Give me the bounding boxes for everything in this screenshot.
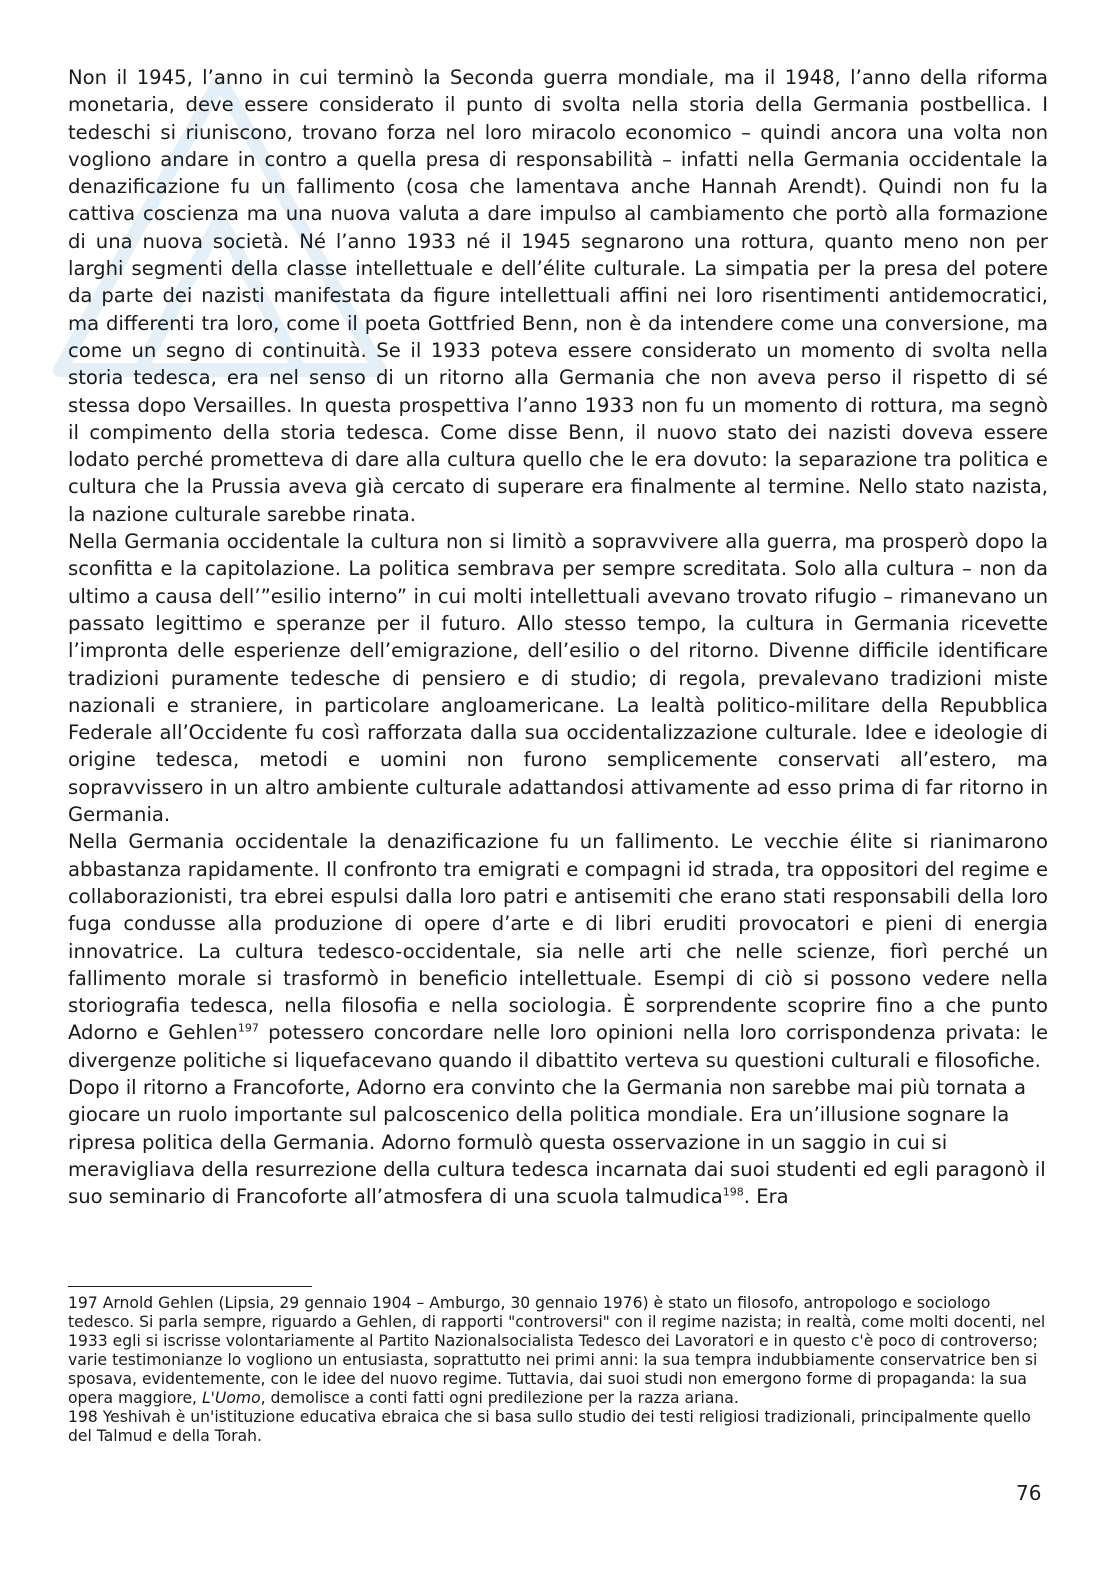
- page-number: 76: [1016, 1481, 1042, 1505]
- footnote-197-end: , demolisce a conti fatti ogni predilezione per la razza ariana.: [260, 1389, 739, 1407]
- paragraph-3-text-a: Nella Germania occidentale la denazificazione fu un fallimento. Le vecchie élite si rianimarono abbastanza rapidamente. Il confronto tra emigrati e compagni id strada, tra oppositori del regime e collaborazionisti, tra ebrei espulsi dalla loro patri e antisemiti che erano stati responsabili della loro fuga condusse alla produzione di opere d’arte e di libri eruditi provocatori e pieni di energia innovatrice. La cultura tedesco-occidentale, sia nelle arti che nelle scienze, fiorì perché un fallimento morale si trasformò in beneficio intellettuale. Esempi di ciò si possono vedere nella storiografia tedesca, nella filosofia e nella sociologia. È sorprendente scoprire fino a che punto Adorno e Gehlen: [68, 830, 1048, 1045]
- footnote-197: [68, 1294, 1048, 1408]
- paragraph-4-text-b: . Era: [743, 1185, 789, 1209]
- footnote-separator: [68, 1286, 312, 1287]
- footnotes: [68, 1294, 1048, 1446]
- footnote-ref-198[interactable]: 198: [722, 1185, 744, 1199]
- footnote-197-book-title: L'Uomo: [201, 1389, 261, 1407]
- footnote-198: 198 Yeshivah è un'istituzione educativa ebraica che si basa sullo studio dei testi religiosi tradizionali, principalmente quello del Talmud e della Torah.: [68, 1408, 1031, 1445]
- svg-text:​: ​: [50, 320, 149, 438]
- paragraph-3-text-b: potessero concordare nelle loro opinioni nella loro corrispondenza privata: le divergenze politiche si liquefacevano quando il dibattito verteva su questioni culturali e filosofiche.: [68, 1021, 1049, 1072]
- paragraph-3: [68, 828, 1048, 1074]
- footnote-197-text: 197 Arnold Gehlen (Lipsia, 29 gennaio 1904 – Amburgo, 30 gennaio 1976) è stato un filosofo, antropologo e sociologo tedesco. Si parla sempre, riguardo a Gehlen, di rapporti "controversi" con il regime nazista; in realtà, come molti docenti, nel 1933 egli si iscrisse volontariamente al Partito Nazionalsocialista Tedesco dei Lavoratori e in questo c'è poco di controverso; varie testimonianze lo vogliono un entusiasta, soprattutto nei primi anni: la sua tempra indubbiamente conservatrice ben si sposava, evidentemente, con le idee del nuovo regime. Tuttavia, dai suoi studi non emergono forme di propaganda: la sua opera maggiore,: [68, 1294, 1046, 1407]
- paragraph-1: Non il 1945, l’anno in cui terminò la Seconda guerra mondiale, ma il 1948, l’anno della riforma monetaria, deve essere considerato il punto di svolta nella storia della Germania postbellica. I tedeschi si riuniscono, trovano forza nel loro miracolo economico – quindi ancora una volta non vogliono andare in contro a quella presa di responsabilità – infatti nella Germania occidentale la denazificazione fu un fallimento (cosa che lamentava anche Hannah Arendt). Quindi non fu la cattiva coscienza ma una nuova valuta a dare impulso al cambiamento che portò alla formazione di una nuova società. Né l’anno 1933 né il 1945 segnarono una rottura, quanto meno non per larghi segmenti della classe intellettuale e dell’élite culturale. La simpatia per la presa del potere da parte dei nazisti manifestata da figure intellettuali affini nei loro risentimenti antidemocratici, ma differenti tra loro, come il poeta Gottfried Benn, non è da intendere come una conversione, ma come un segno di continuità. Se il 1933 poteva essere considerato un momento di svolta nella storia tedesca, era nel senso di un ritorno alla Germania che non aveva perso il rispetto di sé stessa dopo Versailles. In questa prospettiva l’anno 1933 non fu un momento di rottura, ma segnò il compimento della storia tedesca. Come disse Benn, il nuovo stato dei nazisti doveva essere lodato perché prometteva di dare alla cultura quello che le era dovuto: la separazione tra politica e cultura che la Prussia aveva già cercato di superare era finalmente al termine. Nello stato nazista, la nazione culturale sarebbe rinata.: [68, 66, 1048, 526]
- paragraph-4-text-a: Dopo il ritorno a Francoforte, Adorno era convinto che la Germania non sarebbe mai più tornata a giocare un ruolo importante sul palcoscenico della politica mondiale. Era un’illusione sognare la ripresa politica della Germania. Adorno formulò questa osservazione in un saggio in cui si meravigliava della resurrezione della cultura tedesca incarnata dai suoi studenti ed egli paragonò il suo seminario di Francoforte all’atmosfera di una scuola talmudica: [68, 1075, 1046, 1209]
- footnote-ref-197[interactable]: 197: [237, 1021, 259, 1035]
- page-body: [68, 64, 1048, 1210]
- paragraph-4: [68, 1074, 1048, 1210]
- paragraph-2: Nella Germania occidentale la cultura non si limitò a sopravvivere alla guerra, ma prosperò dopo la sconfitta e la capitolazione. La politica sembrava per sempre screditata. Solo alla cultura – non da ultimo a causa dell’”esilio interno” in cui molti intellettuali avevano trovato rifugio – rimanevano un passato legittimo e speranze per il futuro. Allo stesso tempo, la cultura in Germania ricevette l’impronta delle esperienze dell’emigrazione, dell’esilio o del ritorno. Divenne difficile identificare tradizioni puramente tedesche di pensiero e di studio; di regola, prevalevano tradizioni miste nazionali e straniere, in particolare angloamericane. La lealtà politico-militare della Repubblica Federale all’Occidente fu così rafforzata dalla sua occidentalizzazione culturale. Idee e ideologie di origine tedesca, metodi e uomini non furono semplicemente conservati all’estero, ma sopravvissero in un altro ambiente culturale adattandosi attivamente ad esso prima di far ritorno in Germania.: [68, 530, 1048, 827]
